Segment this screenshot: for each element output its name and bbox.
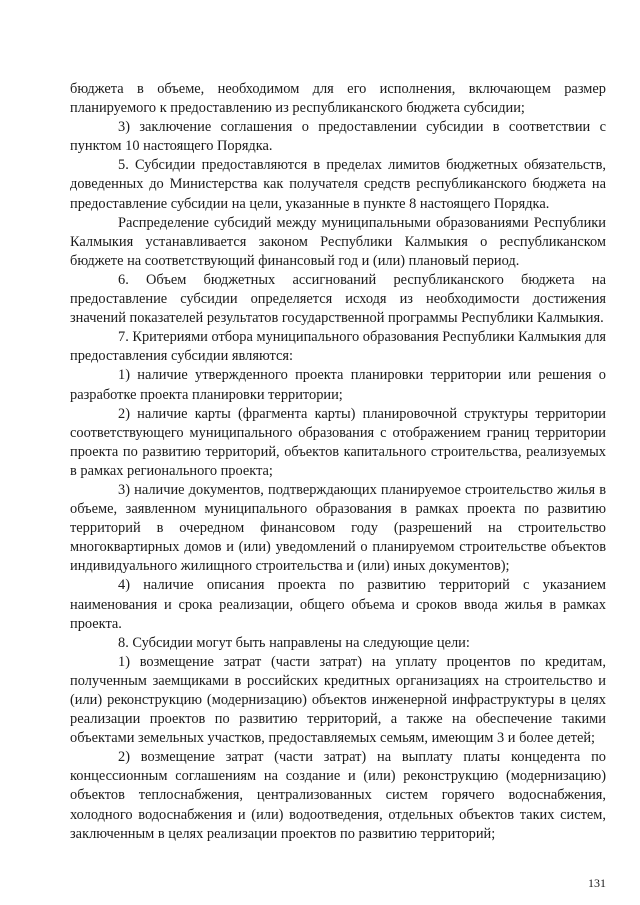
paragraph-criterion-3: 3) наличие документов, подтверждающих планируемое строительство жилья в объеме, заявленном муниципального образования в рамках проекта по развитию территорий в очередном финансовом году (разрешений на строительство многоквартирных домов и (или) уведомлений о планируемом строительстве объектов индивидуального жилищного строительства и (или) иных документов);: [70, 481, 606, 575]
page-number: 131: [588, 876, 606, 890]
paragraph-goal-2: 2) возмещение затрат (части затрат) на выплату платы концедента по концессионным соглашениям на создание и (или) реконструкцию (модернизацию) объектов теплоснабжения, централизованных систем горячего водоснабжения, холодного водоснабжения и (или) водоотведения, отдельных объектов таких систем, заключенным в целях реализации проектов по развитию территорий;: [70, 749, 606, 842]
paragraph-budget-continuation: бюджета в объеме, необходимом для его исполнения, включающем размер планируемого к предоставлению из республиканского бюджета субсидии;: [70, 81, 606, 117]
paragraph-section-7: 7. Критериями отбора муниципального образования Республики Калмыкия для предоставления субсидии являются:: [70, 329, 606, 365]
paragraph-item-3-agreement: 3) заключение соглашения о предоставлении субсидии в соответствии с пунктом 10 настоящего Порядка.: [70, 119, 606, 155]
paragraph-criterion-2: 2) наличие карты (фрагмента карты) планировочной структуры территории соответствующего муниципального образования с отображением границ территории проекта по развитию территорий, объектов капитального строительства, реализуемых в рамках регионального проекта;: [70, 405, 606, 479]
paragraph-section-5: 5. Субсидии предоставляются в пределах лимитов бюджетных обязательств, доведенных до Министерства как получателя средств республиканского бюджета на предоставление субсидии на цели, указанные в пункте 8 настоящего Порядка.: [70, 157, 606, 212]
paragraph-criterion-4: 4) наличие описания проекта по развитию территорий с указанием наименования и срока реализации, общего объема и сроков ввода жилья в рамках проекта.: [70, 577, 606, 632]
document-body: [70, 80, 606, 844]
paragraph-goal-1: 1) возмещение затрат (части затрат) на уплату процентов по кредитам, полученным заемщиками в российских кредитных организациях на строительство и (или) реконструкцию (модернизацию) объектов инженерной инфраструктуры в целях реализации проектов по развитию территорий, а также на обеспечение такими объектами земельных участков, предоставляемых семьям, имеющим 3 и более детей;: [70, 653, 606, 747]
paragraph-distribution: Распределение субсидий между муниципальными образованиями Республики Калмыкия устанавливается законом Республики Калмыкия о республиканском бюджете на соответствующий финансовый год и (или) плановый период.: [70, 214, 606, 269]
paragraph-section-8: 8. Субсидии могут быть направлены на следующие цели:: [118, 634, 470, 651]
paragraph-criterion-1: 1) наличие утвержденного проекта планировки территории или решения о разработке проекта планировки территории;: [70, 367, 606, 403]
paragraph-section-6: 6. Объем бюджетных ассигнований республиканского бюджета на предоставление субсидии определяется исходя из необходимости достижения значений показателей результатов государственной программы Республики Калмыкия.: [70, 271, 606, 327]
